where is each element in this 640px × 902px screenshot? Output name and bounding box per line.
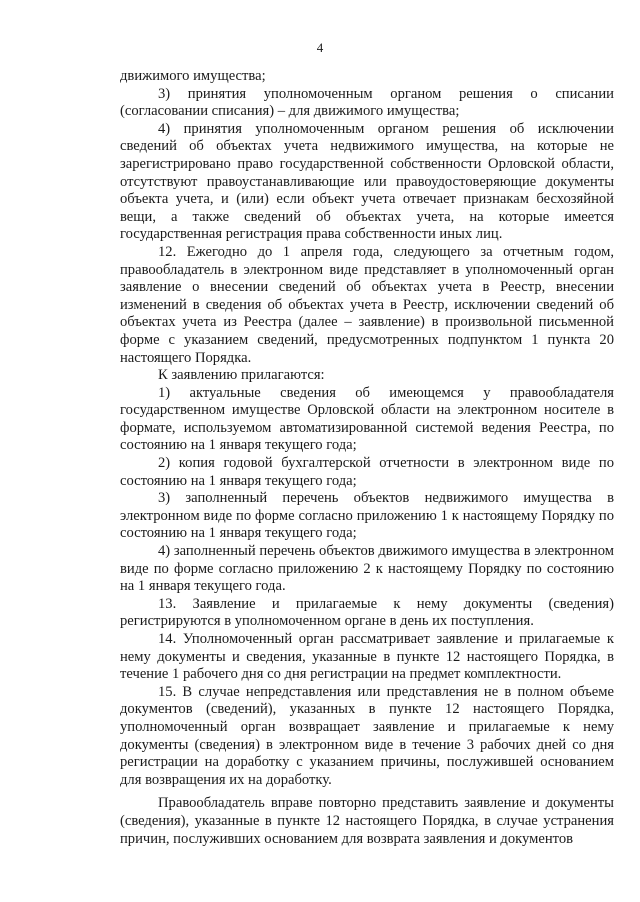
paragraph-clause-13: 13. Заявление и прилагаемые к нему документы (сведения) регистрируются в уполномоченном органе в день их поступления. (120, 595, 614, 630)
paragraph-attachment-4: 4) заполненный перечень объектов движимого имущества в электронном виде по форме согласно приложению 2 к настоящему Порядку по состоянию на 1 января текущего года. (120, 543, 614, 595)
page-number: 4 (316, 40, 324, 55)
paragraph-attachment-2: 2) копия годовой бухгалтерской отчетности в электронном виде по состоянию на 1 января текущего года; (120, 455, 614, 489)
paragraph-item-4: 4) принятия уполномоченным органом решения об исключении сведений об объектах учета недвижимого имущества, на которые не зарегистрировано право государственной собственности Орловской области, отсутствуют правоустанавливающие или правоудостоверяющие документы объекта учета, и (или) если объект учета отвечает признакам бесхозяйной вещи, а также сведений об объектах учета, на которые имеется государственная регистрация права собственности иных лиц. (120, 120, 614, 243)
paragraph-continuation: движимого имущества; (120, 68, 266, 84)
paragraph-attachment-3: 3) заполненный перечень объектов недвижимого имущества в электронном виде по форме согласно приложению 1 к настоящему Порядку по состоянию на 1 января текущего года; (120, 490, 614, 542)
paragraph-clause-15: 15. В случае непредставления или представления не в полном объеме документов (сведений), указанных в пункте 12 настоящего Порядка, уполномоченный орган возвращает заявление и прилагаемые к нему документы (сведения) в электронном виде в течение 3 рабочих дней со дня регистрации на доработку с указанием причины, послужившей основанием для возвращения их на доработку. (120, 683, 614, 788)
document-body (120, 68, 614, 848)
paragraph-attachment-1: 1) актуальные сведения об имеющемся у правообладателя государственном имуществе Орловской области на электронном носителе в формате, используемом автоматизированной системой ведения Реестра, по состоянию на 1 января текущего года; (120, 384, 614, 454)
paragraph-attachments-intro: К заявлению прилагаются: (158, 367, 325, 384)
paragraph-resubmission: Правообладатель вправе повторно представить заявление и документы (сведения), указанные в пункте 12 настоящего Порядка, в случае устранения причин, послуживших основанием для возврата заявления и документов (120, 795, 614, 847)
paragraph-item-3: 3) принятия уполномоченным органом решения о списании (согласовании списания) – для движимого имущества; (120, 85, 614, 120)
paragraph-clause-14: 14. Уполномоченный орган рассматривает заявление и прилагаемые к нему документы и сведения, указанные в пункте 12 настоящего Порядка, в течение 1 рабочего дня со дня регистрации на предмет комплектности. (120, 631, 614, 683)
paragraph-clause-12: 12. Ежегодно до 1 апреля года, следующего за отчетным годом, правообладатель в электронном виде представляет в уполномоченный орган заявление о внесении сведений об объектах учета в Реестр, внесении изменений в сведения об объектах учета в Реестр, исключении сведений об объектах учета из Реестра (далее – заявление) в произвольной письменной форме с указанием сведений, предусмотренных подпунктом 1 пункта 20 настоящего Порядка. (120, 243, 614, 366)
